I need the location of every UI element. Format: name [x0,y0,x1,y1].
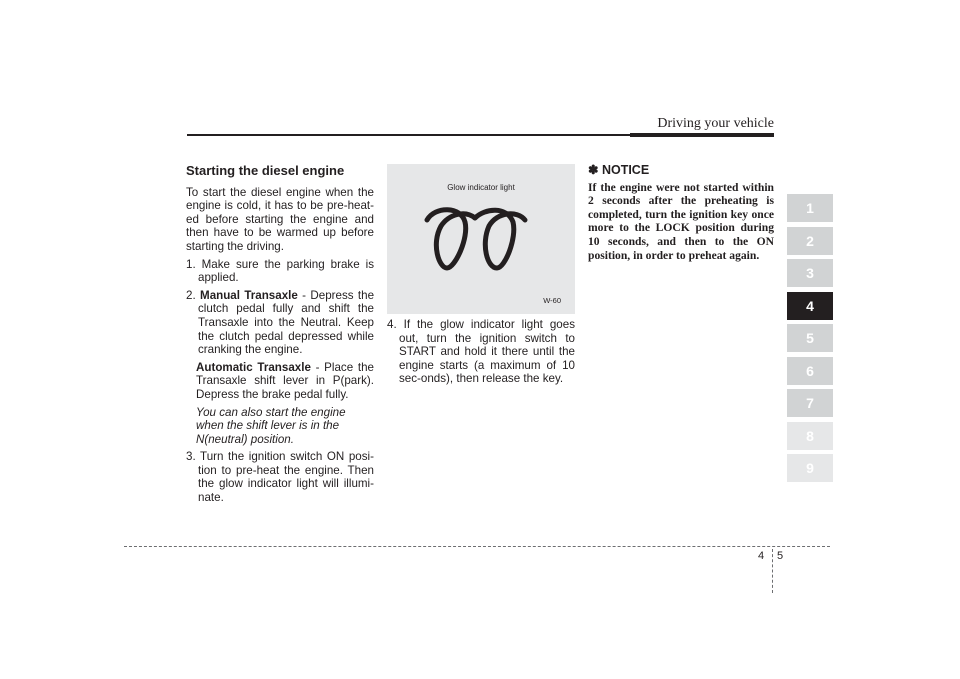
page-number: 5 [777,550,784,562]
notice-text: If the engine were not started within 2 seconds after the preheating is completed, turn the ignition key once more to the LOCK position during 10 seconds, and then to the ON position, in order to preheat again. [588,180,774,262]
chapter-tab-2[interactable]: 2 [787,227,833,255]
automatic-transaxle-label: Automatic Transaxle [196,360,311,374]
footer-divider [772,549,773,593]
automatic-transaxle-note [186,361,374,402]
figure-code: W-60 [543,296,561,306]
notice-title: ✽ NOTICE [588,163,650,177]
step-3: 3. Turn the ignition switch ON posi-tion to pre-heat the engine. Then the glow indicator light will illumi-nate. [186,450,374,505]
chapter-tab-4[interactable]: 4 [787,292,833,320]
chapter-tab-7[interactable]: 7 [787,389,833,417]
step-2-text: - Depress the clutch pedal fully and shift the Transaxle into the Neutral. Keep the clutch pedal depressed while cranking the engine. [198,288,375,357]
chapter-tab-3[interactable]: 3 [787,259,833,287]
footer-rule [124,546,830,547]
step-2 [186,289,374,357]
step-1: 1. Make sure the parking brake is applied. [186,257,374,285]
manual-transaxle-label: Manual Transaxle [200,288,298,302]
automatic-transaxle-text: - Place the Transaxle shift lever in P(park). Depress the brake pedal fully. [196,360,374,401]
chapter-tab-5[interactable]: 5 [787,324,833,352]
chapter-tabs [787,194,833,487]
header-title: Driving your vehicle [657,116,774,131]
column-right [588,164,774,262]
header-rule-accent [630,133,774,137]
column-middle [387,164,575,390]
neutral-start-note: You can also start the engine when the shift lever is in the N(neutral) position. [196,405,346,446]
chapter-tab-8[interactable]: 8 [787,422,833,450]
chapter-tab-1[interactable]: 1 [787,194,833,222]
page-chapter-number: 4 [758,550,765,562]
intro-paragraph: To start the diesel engine when the engine is cold, it has to be pre-heat-ed before starting the engine and then have to be warmed up before starting the driving. [186,185,374,253]
section-title: Starting the diesel engine [186,163,345,178]
step-2-number: 2. [186,288,201,302]
glow-plug-icon [421,204,531,274]
chapter-tab-6[interactable]: 6 [787,357,833,385]
chapter-tab-9[interactable]: 9 [787,454,833,482]
column-left [186,164,374,509]
figure-caption: Glow indicator light [447,183,515,192]
glow-indicator-figure [387,164,575,314]
step-4: 4. If the glow indicator light goes out, turn the ignition switch to START and hold it there until the engine starts (a maximum of 10 sec-onds), then release the key. [387,318,575,386]
